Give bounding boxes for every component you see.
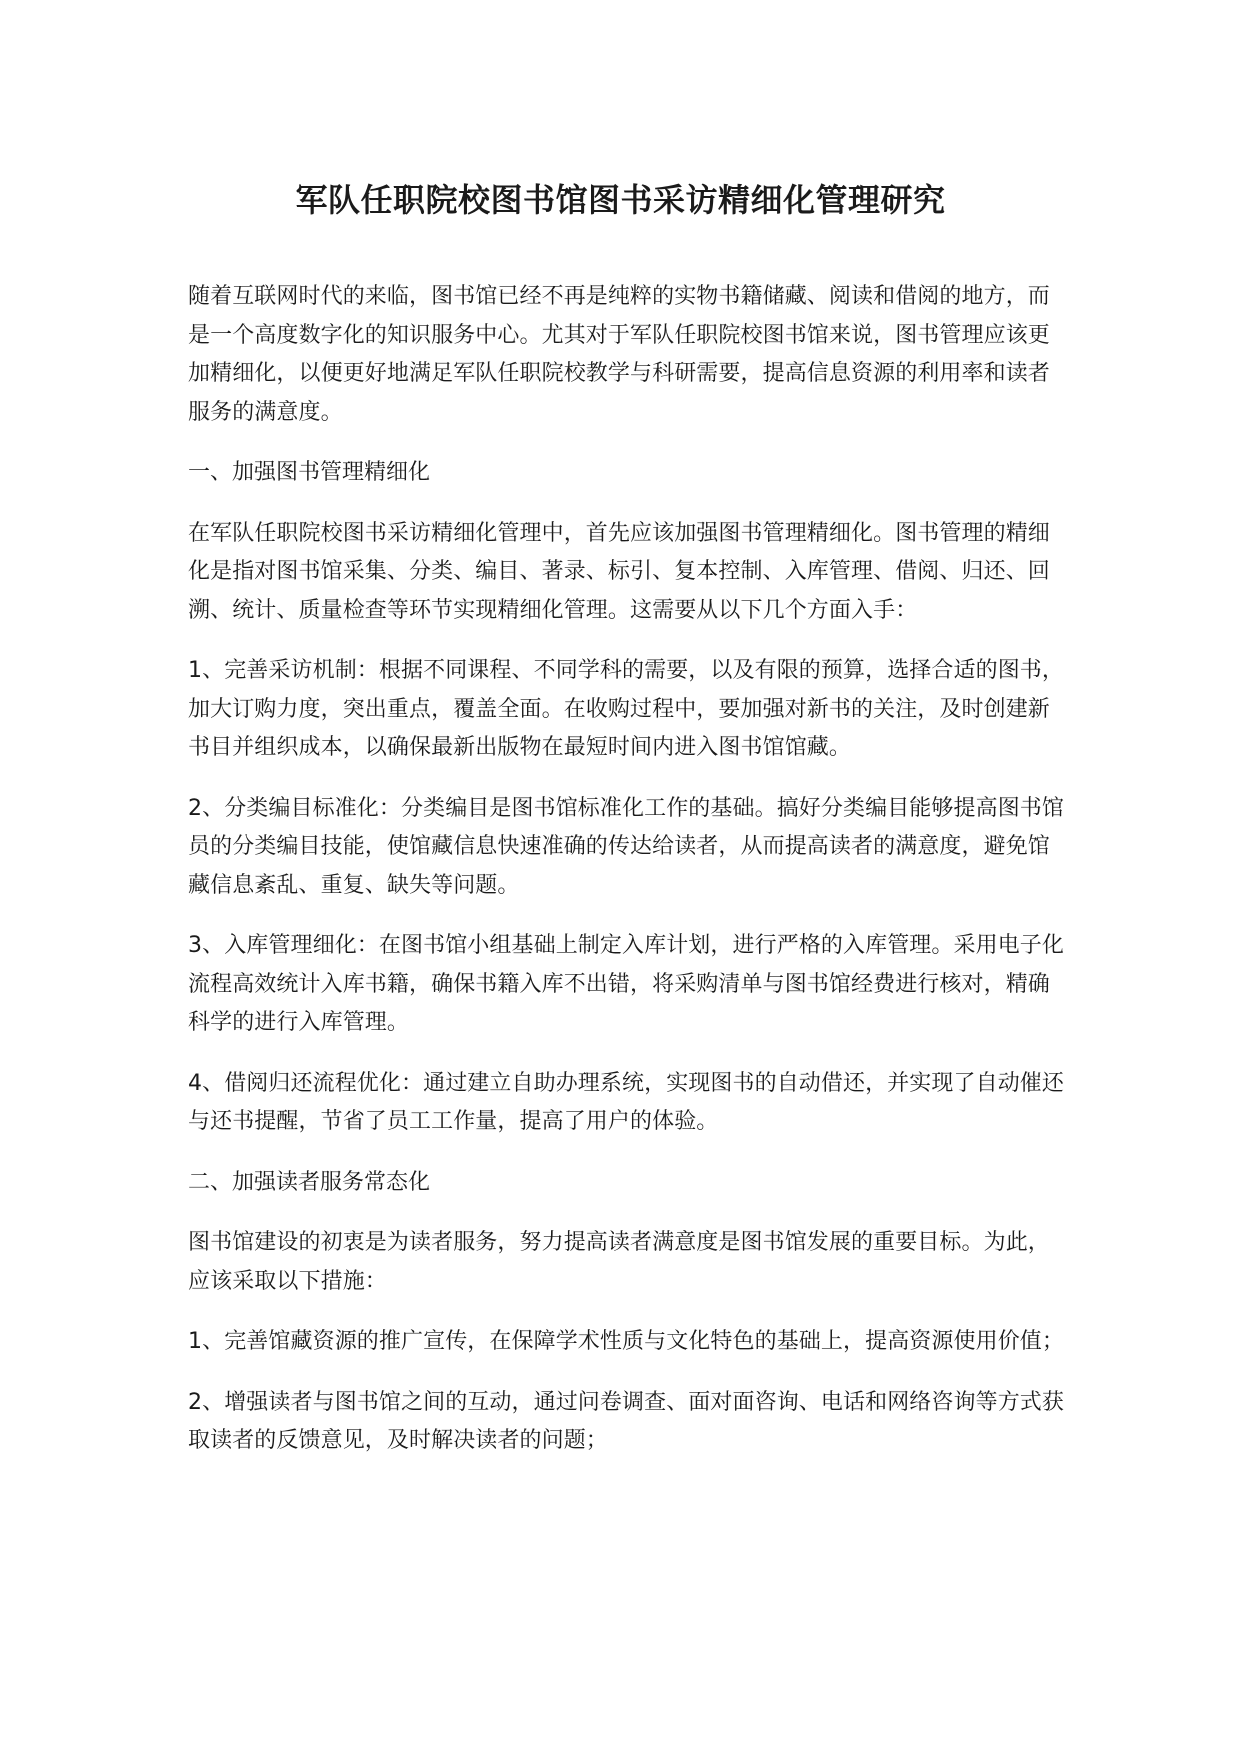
section-heading-2: 二、加强读者服务常态化: [188, 1169, 431, 1195]
list-item: 2、分类编目标准化：分类编目是图书馆标准化工作的基础。搞好分类编目能够提高图书馆员的分类编目技能，使馆藏信息快速准确的传达给读者，从而提高读者的满意度，避免馆藏信息紊乱、重复、缺失等问题。: [188, 795, 1064, 898]
list-item: 1、完善采访机制：根据不同课程、不同学科的需要，以及有限的预算，选择合适的图书，加大订购力度，突出重点，覆盖全面。在收购过程中，要加强对新书的关注，及时创建新书目并组织成本，以确保最新出版物在最短时间内进入图书馆馆藏。: [188, 658, 1064, 760]
document-body: [188, 278, 1068, 1483]
list-item: 4、借阅归还流程优化：通过建立自助办理系统，实现图书的自动借还，并实现了自动催还与还书提醒，节省了员工工作量，提高了用户的体验。: [188, 1070, 1064, 1134]
section-heading-1: 一、加强图书管理精细化: [188, 460, 431, 485]
list-item: 1、完善馆藏资源的推广宣传，在保障学术性质与文化特色的基础上，提高资源使用价值；: [188, 1329, 1064, 1354]
section-1-paragraph: 在军队任职院校图书采访精细化管理中，首先应该加强图书管理精细化。图书管理的精细化是指对图书馆采集、分类、编目、著录、标引、复本控制、入库管理、借阅、归还、回溯、统计、质量检查等环节实现精细化管理。这需要从以下几个方面入手：: [188, 520, 1050, 623]
list-item: 2、增强读者与图书馆之间的互动，通过问卷调查、面对面咨询、电话和网络咨询等方式获取读者的反馈意见，及时解决读者的问题；: [188, 1389, 1064, 1453]
section-2-paragraph: 图书馆建设的初衷是为读者服务，努力提高读者满意度是图书馆发展的重要目标。为此，应该采取以下措施：: [188, 1230, 1050, 1294]
list-item: 3、入库管理细化：在图书馆小组基础上制定入库计划，进行严格的入库管理。采用电子化流程高效统计入库书籍，确保书籍入库不出错，将采购清单与图书馆经费进行核对，精确科学的进行入库管理。: [188, 933, 1064, 1035]
document-title: 军队任职院校图书馆图书采访精细化管理研究: [295, 181, 946, 219]
intro-paragraph: 随着互联网时代的来临，图书馆已经不再是纯粹的实物书籍储藏、阅读和借阅的地方，而是一个高度数字化的知识服务中心。尤其对于军队任职院校图书馆来说，图书管理应该更加精细化，以便更好地满足军队任职院校教学与科研需要，提高信息资源的利用率和读者服务的满意度。: [188, 284, 1050, 425]
